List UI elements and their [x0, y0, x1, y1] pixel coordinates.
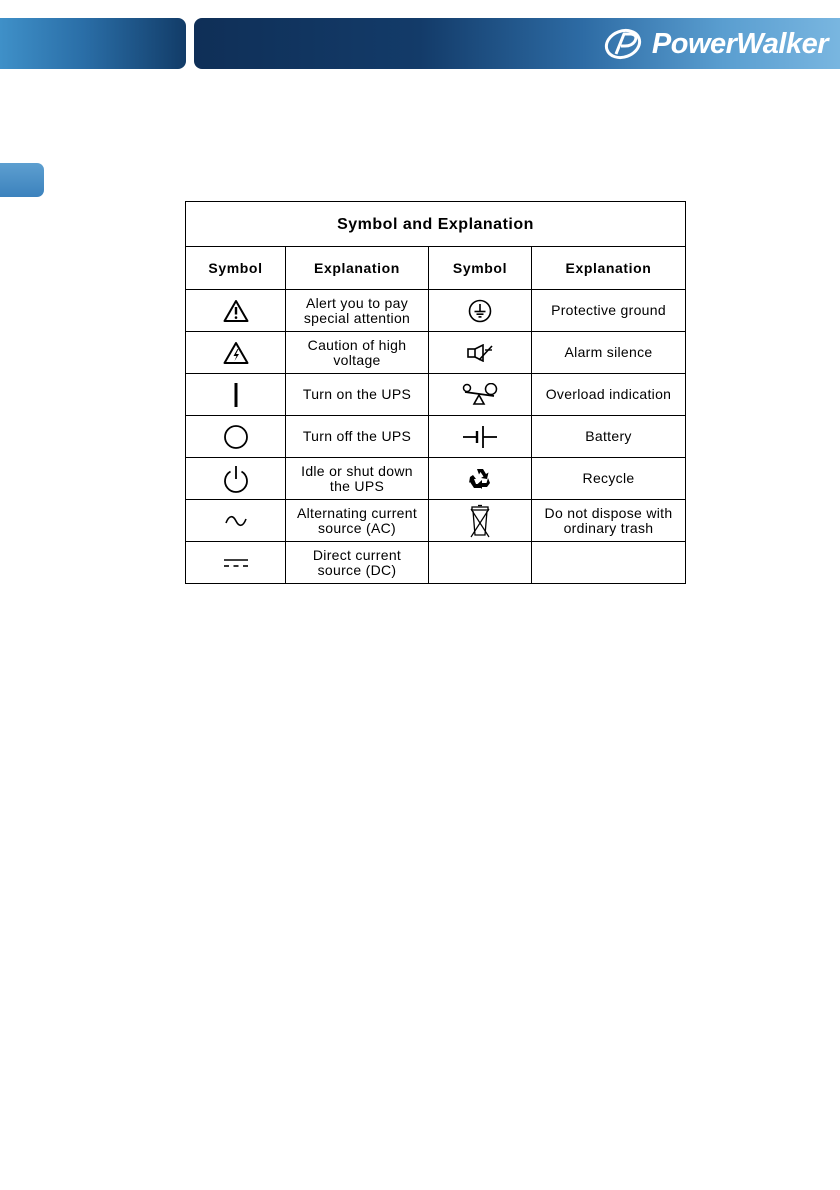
header-explanation-left: Explanation	[286, 247, 429, 290]
symbol-cell	[186, 500, 286, 542]
table-row	[186, 500, 686, 542]
symbol-cell	[186, 416, 286, 458]
symbol-cell	[186, 374, 286, 416]
explanation-cell: Do not dispose with ordinary trash	[532, 500, 686, 542]
symbol-cell	[186, 542, 286, 584]
header-left-bar	[0, 18, 186, 69]
explanation-cell: Overload indication	[532, 374, 686, 416]
alarm-silence-icon	[466, 344, 494, 362]
power-on-icon	[232, 382, 240, 408]
high-voltage-icon	[223, 341, 249, 365]
explanation-cell: Alternating current source (AC)	[286, 500, 429, 542]
table-row	[186, 290, 686, 332]
header-explanation-right: Explanation	[532, 247, 686, 290]
no-trash-icon	[469, 504, 491, 538]
symbol-cell	[429, 416, 532, 458]
table-row	[186, 416, 686, 458]
explanation-cell: Alert you to pay special attention	[286, 290, 429, 332]
explanation-cell: Direct current source (DC)	[286, 542, 429, 584]
standby-icon	[221, 464, 251, 494]
symbol-cell	[429, 500, 532, 542]
symbol-cell	[429, 290, 532, 332]
symbol-cell	[429, 374, 532, 416]
brand-name: PowerWalker	[651, 27, 828, 60]
explanation-cell: Idle or shut down the UPS	[286, 458, 429, 500]
explanation-cell: Caution of high voltage	[286, 332, 429, 374]
header-bar	[194, 18, 840, 69]
explanation-cell: Battery	[532, 416, 686, 458]
explanation-cell: Turn off the UPS	[286, 416, 429, 458]
ac-icon	[224, 514, 248, 528]
header-symbol-right: Symbol	[429, 247, 532, 290]
dc-icon	[223, 558, 249, 568]
brand-logo	[602, 28, 828, 60]
table-row	[186, 332, 686, 374]
table-title: Symbol and Explanation	[186, 202, 686, 247]
protective-ground-icon	[468, 299, 492, 323]
explanation-cell: Turn on the UPS	[286, 374, 429, 416]
explanation-cell: Protective ground	[532, 290, 686, 332]
table-row	[186, 458, 686, 500]
overload-icon	[461, 383, 499, 407]
symbol-cell	[186, 458, 286, 500]
explanation-cell-empty	[532, 542, 686, 584]
symbol-cell	[186, 332, 286, 374]
table-row	[186, 374, 686, 416]
powerwalker-logo-icon	[602, 28, 648, 60]
symbol-cell	[186, 290, 286, 332]
symbol-cell	[429, 332, 532, 374]
battery-icon	[461, 425, 499, 449]
explanation-cell: Recycle	[532, 458, 686, 500]
header-symbol-left: Symbol	[186, 247, 286, 290]
side-tab-marker	[0, 163, 44, 197]
symbol-cell	[429, 458, 532, 500]
symbol-table	[185, 201, 686, 584]
recycle-icon	[468, 467, 492, 491]
table-row	[186, 542, 686, 584]
explanation-cell: Alarm silence	[532, 332, 686, 374]
symbol-cell-empty	[429, 542, 532, 584]
warning-triangle-icon	[223, 299, 249, 323]
power-off-icon	[223, 424, 249, 450]
